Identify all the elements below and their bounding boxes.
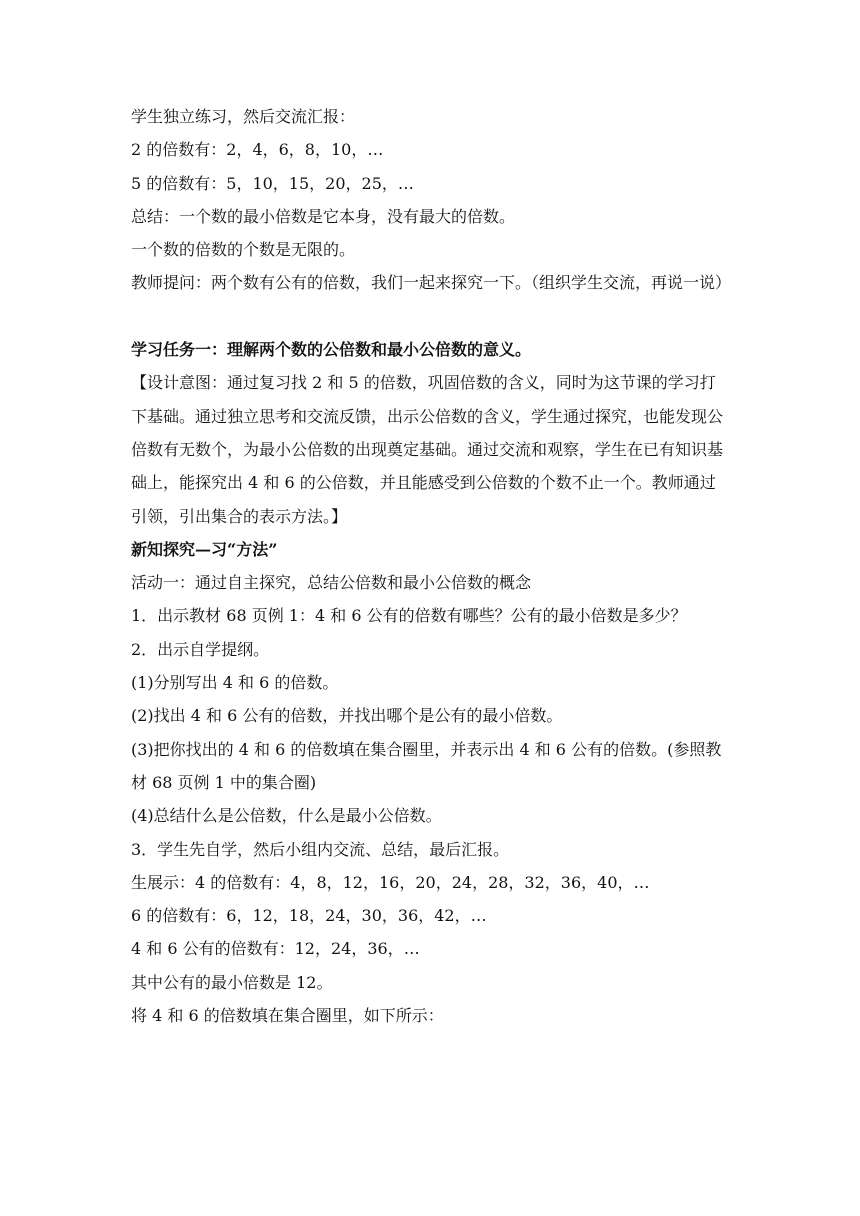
result-line-1: 生展示：4 的倍数有：4，8，12，16，20，24，28，32，36，40，…: [131, 872, 650, 892]
intro-line-1: 学生独立练习，然后交流汇报：: [131, 107, 356, 126]
step-3: 3．学生先自学，然后小组内交流、总结，最后汇报。: [131, 839, 510, 859]
intro-line-4: 总结：一个数的最小倍数是它本身，没有最大的倍数。: [131, 206, 516, 226]
result-line-3: 4 和 6 公有的倍数有：12，24，36，…: [131, 939, 420, 959]
outline-item-1: (1)分别写出 4 和 6 的倍数。: [131, 673, 339, 693]
document-body: [131, 100, 731, 1032]
result-line-4: 其中公有的最小倍数是 12。: [131, 972, 333, 992]
intro-line-3: 5 的倍数有：5，10，15，20，25，…: [131, 173, 414, 193]
task1-heading: 学习任务一：理解两个数的公倍数和最小公倍数的意义。: [131, 340, 532, 360]
explore-heading: 新知探究—习“方法”: [131, 539, 278, 559]
step-1: 1．出示教材 68 页例 1：4 和 6 公有的倍数有哪些？公有的最小倍数是多少？: [131, 606, 687, 626]
outline-item-4: (4)总结什么是公倍数，什么是最小公倍数。: [131, 806, 442, 826]
intro-line-5: 一个数的倍数的个数是无限的。: [131, 240, 356, 260]
outline-item-2: (2)找出 4 和 6 公有的倍数，并找出哪个是公有的最小倍数。: [131, 706, 563, 726]
intro-line-2: 2 的倍数有：2，4，6，8，10，…: [131, 140, 384, 160]
blank-line: [131, 300, 731, 333]
outline-item-3: (3)把你找出的 4 和 6 的倍数填在集合圈里，并表示出 4 和 6 公有的倍数。(参照教材 68 页例 1 中的集合圈): [131, 739, 722, 792]
activity-one: 活动一：通过自主探究，总结公倍数和最小公倍数的概念: [131, 573, 532, 593]
teacher-question: 教师提问：两个数有公有的倍数，我们一起来探究一下。（组织学生交流，再说一说）: [131, 273, 732, 293]
result-line-2: 6 的倍数有：6，12，18，24，30，36，42，…: [131, 906, 487, 926]
result-line-5: 将 4 和 6 的倍数填在集合圈里，如下所示：: [131, 1006, 444, 1026]
step-2: 2．出示自学提纲。: [131, 639, 270, 659]
design-intent: 【设计意图：通过复习找 2 和 5 的倍数，巩固倍数的含义，同时为这节课的学习打下基础。通过独立思考和交流反馈，出示公倍数的含义，学生通过探究，也能发现公倍数有无数个，为最小公倍数的出现奠定基础。通过交流和观察，学生在已有知识基础上，能探究出 4 和 6 的公倍数，并且能感受到公倍数的个数不止一个。教师通过引领，引出集合的表示方法。】: [131, 373, 724, 526]
